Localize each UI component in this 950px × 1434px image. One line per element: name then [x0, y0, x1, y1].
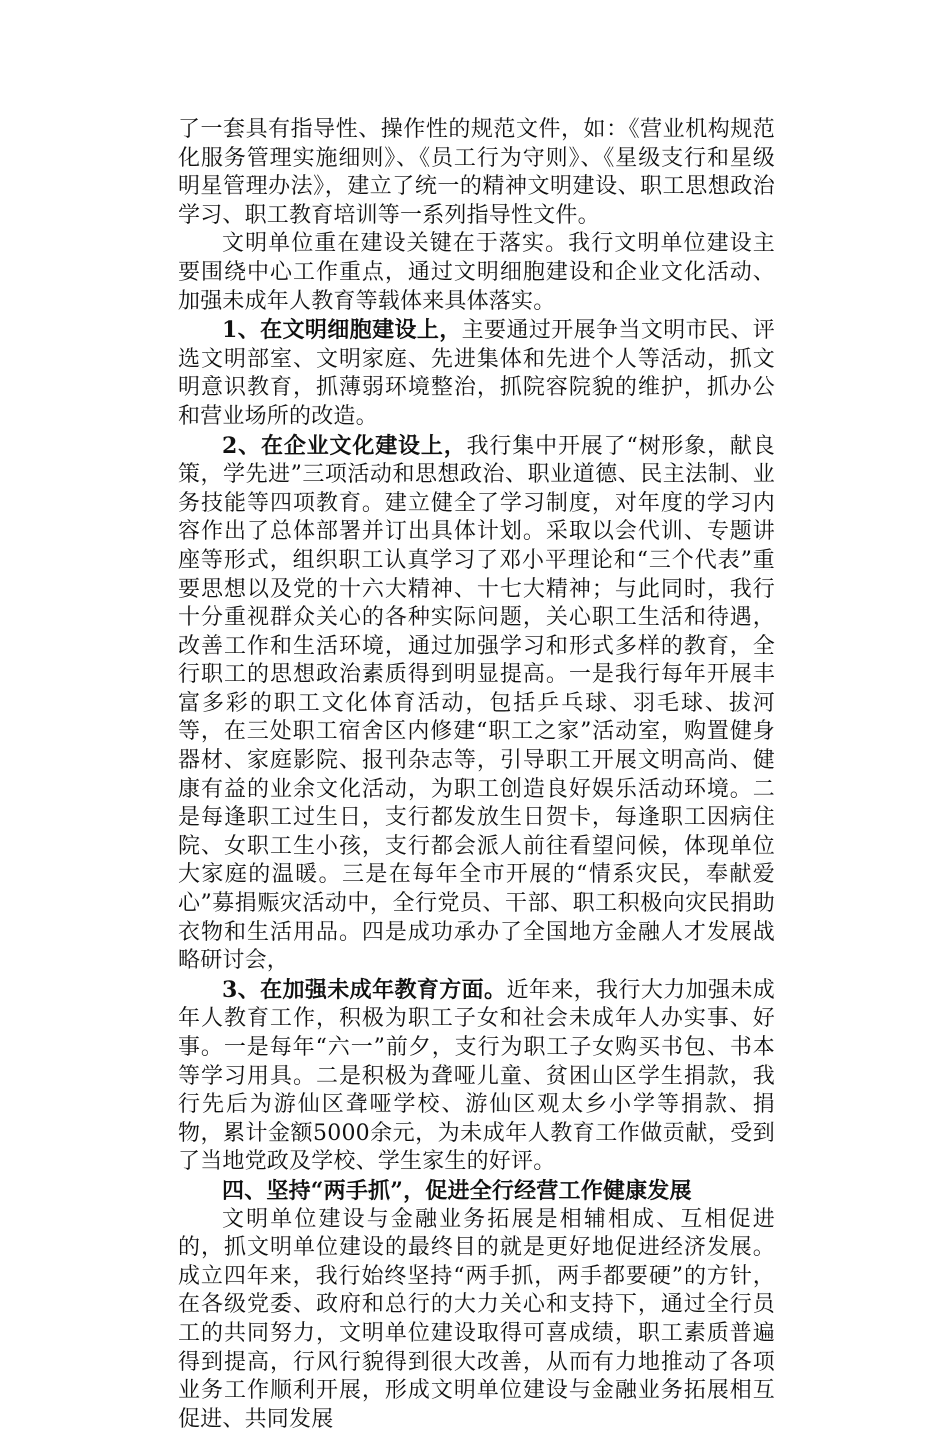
section-heading: 四、坚持“两手抓”，促进全行经营工作健康发展: [222, 1177, 692, 1204]
paragraph-text: 主要通过开展争当文明市民、评选文明部室、文明家庭、先进集体和先进个人等活动，抓文明意识教育，抓薄弱环境整治，抓院容院貌的维护，抓办公和营业场所的改造。: [178, 318, 775, 429]
document-page: [178, 116, 775, 1434]
paragraph-civilization-cells: [178, 316, 775, 431]
paragraph-text: 我行集中开展了“树形象，献良策，学先进”三项活动和思想政治、职业道德、民主法制、业务技能等四项教育。建立健全了学习制度，对年度的学习内容作出了总体部署并订出具体计划。采取以会代训、专题讲座等形式，组织职工认真学习了邓小平理论和“三个代表”重要思想以及党的十六大精神、十七大精神；与此同时，我行十分重视群众关心的各种实际问题，关心职工生活和待遇，改善工作和生活环境，通过加强学习和形式多样的教育，全行职工的思想政治素质得到明显提高。一是我行每年开展丰富多彩的职工文化体育活动，包括乒乓球、羽毛球、拔河等，在三处职工宿舍区内修建“职工之家”活动室，购置健身器材、家庭影院、报刊杂志等，引导职工开展文明高尚、健康有益的业余文化活动，为职工创造良好娱乐活动环境。二是每逢职工过生日，支行都发放生日贺卡，每逢职工因病住院、女职工生小孩，支行都会派人前往看望问候，体现单位大家庭的温暖。三是在每年全市开展的“情系灾民，奉献爱心”募捐赈灾活动中，全行党员、干部、职工积极向灾民捐助衣物和生活用品。四是成功承办了全国地方金融人才发展战略研讨会，: [178, 433, 775, 974]
paragraph-lead: 1、在文明细胞建设上，: [222, 317, 462, 344]
paragraph-text: 了一套具有指导性、操作性的规范文件，如：《营业机构规范化服务管理实施细则》、《员工行为守则》、《星级支行和星级明星管理办法》，建立了统一的精神文明建设、职工思想政治学习、职工教育培训等一系列指导性文件。: [178, 117, 775, 228]
paragraph-closing: [178, 1206, 775, 1434]
paragraph-text: 文明单位建设与金融业务拓展是相辅相成、互相促进的，抓文明单位建设的最终目的就是更好地促进经济发展。成立四年来，我行始终坚持“两手抓，两手都要硬”的方针，在各级党委、政府和总行的大力关心和支持下，通过全行员工的共同努力，文明单位建设取得可喜成绩，职工素质普遍得到提高，行风行貌得到很大改善，从而有力地推动了各项业务工作顺利开展，形成文明单位建设与金融业务拓展相互促进、共同发展: [178, 1206, 775, 1432]
paragraph-implementation: [178, 230, 775, 316]
paragraph-lead: 3、在加强未成年教育方面。: [222, 976, 507, 1003]
paragraph-corporate-culture: [178, 432, 775, 976]
paragraph-lead: 2、在企业文化建设上，: [222, 432, 467, 459]
paragraph-text: 文明单位重在建设关键在于落实。我行文明单位建设主要围绕中心工作重点，通过文明细胞建设和企业文化活动、加强未成年人教育等载体来具体落实。: [178, 231, 775, 314]
paragraph-text: 近年来，我行大力加强未成年人教育工作，积极为职工子女和社会未成年人办实事、好事。一是每年“六一”前夕，支行为职工子女购买书包、书本等学习用具。二是积极为聋哑儿童、贫困山区学生捐款，我行先后为游仙区聋哑学校、游仙区观太乡小学等捐款、捐物，累计金额5000余元，为未成年人教育工作做贡献，受到了当地党政及学校、学生家生的好评。: [178, 977, 775, 1175]
paragraph-continuation: [178, 116, 775, 230]
paragraph-minor-education: [178, 976, 775, 1177]
